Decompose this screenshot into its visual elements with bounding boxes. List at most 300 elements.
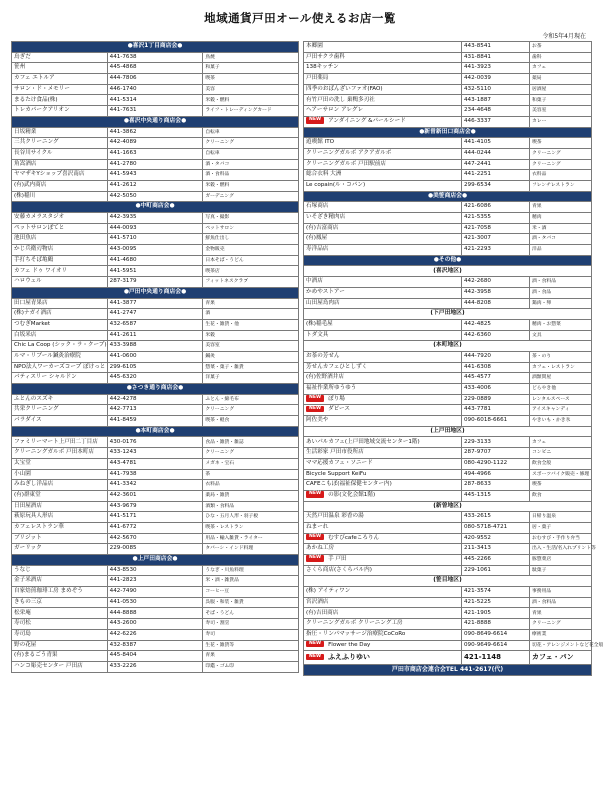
- store-name-cell: [12, 95, 108, 106]
- store-name-cell: [304, 619, 462, 630]
- store-name-cell: [12, 373, 108, 384]
- store-name: かめやストアー: [306, 288, 345, 295]
- store-phone: 421-1148: [462, 651, 530, 665]
- store-name: (有)吉田商店: [306, 609, 339, 616]
- store-name: アンダイニング &パールシード: [328, 117, 406, 124]
- store-name: ハンコ彫売センター 戸田店: [14, 662, 83, 669]
- store-category: カフェ・レストラン: [530, 362, 592, 373]
- store-row: [12, 170, 299, 181]
- store-category: どらやき他: [530, 384, 592, 395]
- store-row: [12, 148, 299, 159]
- store-phone: 442-3935: [107, 213, 203, 224]
- store-name-cell: [304, 544, 462, 555]
- store-category: お茶: [530, 42, 592, 53]
- store-phone: 445-1315: [462, 490, 530, 501]
- store-name: かじ兵衛刃物店: [14, 246, 54, 253]
- store-name-cell: [304, 42, 462, 53]
- store-phone: 421-3574: [462, 587, 530, 598]
- store-name: 松栄庵: [14, 609, 31, 616]
- store-category: 療術業: [530, 629, 592, 640]
- store-category: 青果: [203, 298, 299, 309]
- store-name-cell: [304, 74, 462, 85]
- store-row: [304, 159, 592, 170]
- store-row: [304, 533, 592, 544]
- store-category: カフェ: [530, 63, 592, 74]
- store-name: ペットサロンぽてと: [14, 224, 65, 231]
- store-row: [304, 469, 592, 480]
- store-row: [12, 255, 299, 266]
- store-phone: 444-0244: [462, 148, 530, 159]
- store-name-cell: [12, 266, 108, 277]
- store-phone: 431-8841: [462, 52, 530, 63]
- store-phone: 441-5171: [107, 512, 203, 523]
- store-phone: 080-4290-1122: [462, 458, 530, 469]
- store-name: お茶の芳せん: [306, 353, 340, 360]
- store-row: [304, 277, 592, 288]
- store-row: [304, 351, 592, 362]
- store-name: 中酒店: [306, 278, 323, 285]
- store-phone: 090-6018-6661: [462, 416, 530, 427]
- store-category: 飲食全般: [530, 458, 592, 469]
- store-phone: 446-1740: [107, 84, 203, 95]
- store-row: [12, 576, 299, 587]
- store-name-cell: [12, 437, 108, 448]
- store-name-cell: [12, 576, 108, 587]
- section-label: ●喜沢1丁目商店会●: [12, 42, 299, 53]
- store-name-cell: [12, 480, 108, 491]
- store-name-cell: [12, 52, 108, 63]
- store-name: ガーリック: [14, 545, 42, 552]
- store-phone: 494-4966: [462, 469, 530, 480]
- new-badge: NEW: [306, 491, 324, 498]
- store-name-cell: [304, 277, 462, 288]
- store-name-cell: [304, 469, 462, 480]
- store-name: 角嵩酒店: [14, 160, 37, 167]
- store-category: 飲食: [530, 490, 592, 501]
- store-category: 生花・雑貨・他: [203, 319, 299, 330]
- store-phone: 445-6320: [107, 373, 203, 384]
- store-row: [304, 522, 592, 533]
- store-category: 酒・タバコ: [203, 159, 299, 170]
- section-header: [12, 116, 299, 127]
- store-name: 阿佐美や: [306, 417, 329, 424]
- store-phone: 287-8633: [462, 480, 530, 491]
- store-category: 和菓子: [203, 63, 299, 74]
- store-row: [304, 74, 592, 85]
- store-row: [12, 619, 299, 630]
- store-category: クリーニング: [203, 405, 299, 416]
- store-category: 酒・食料品: [203, 170, 299, 181]
- store-row: [12, 127, 299, 138]
- store-name-cell: [12, 234, 108, 245]
- store-name: 山田屋鳥肉店: [306, 299, 340, 306]
- store-phone: 441-3862: [107, 127, 203, 138]
- store-name-cell: [304, 319, 462, 330]
- store-row: [12, 437, 299, 448]
- store-name: (有)佐野酒井店: [306, 374, 344, 381]
- store-name: サロン・ド・メモリー: [14, 85, 70, 92]
- store-row: [12, 448, 299, 459]
- store-category: 喫茶・レストラン: [203, 522, 299, 533]
- store-name: 長谷川サイクル: [14, 149, 53, 156]
- store-row: [12, 95, 299, 106]
- store-name: トレカパークアリオン: [14, 107, 70, 114]
- store-name-cell: [12, 298, 108, 309]
- new-badge: NEW: [306, 395, 324, 402]
- store-name: 日坂精業: [14, 128, 37, 135]
- store-category: 精肉・お惣菜: [530, 319, 592, 330]
- store-row: [304, 223, 592, 234]
- store-name: 生活彩家 戸田市役所店: [306, 449, 364, 456]
- store-phone: 430-0176: [107, 437, 203, 448]
- store-name: ヘアーサロン アレグレ: [306, 107, 364, 114]
- store-name-cell: [304, 512, 462, 523]
- store-row: [12, 234, 299, 245]
- store-row: [304, 63, 592, 74]
- store-row: [304, 544, 592, 555]
- store-name-cell: [304, 373, 462, 384]
- store-phone: 441-5943: [107, 170, 203, 181]
- store-list-right: [303, 41, 603, 676]
- store-category: 洋品: [530, 245, 592, 256]
- store-name: パティスリー シャルドン: [14, 374, 77, 381]
- store-name: あいパルカフェ(上戸田地域交流センター1階): [306, 438, 420, 445]
- store-name: 池田魚店: [14, 235, 37, 242]
- store-category: コーヒー豆: [203, 587, 299, 598]
- store-row: [304, 629, 592, 640]
- store-row: [304, 448, 592, 459]
- store-name-cell: [304, 223, 462, 234]
- store-name: 寿洋品店: [306, 246, 329, 253]
- store-category: コンビニ: [530, 448, 592, 459]
- store-name: 日田屋酒店: [14, 502, 42, 509]
- store-category: 駄菓子: [530, 565, 592, 576]
- store-phone: 433-2226: [107, 661, 203, 672]
- store-name-cell: [304, 95, 462, 106]
- store-category: 酒・食料品: [530, 277, 592, 288]
- store-phone: 441-5951: [107, 266, 203, 277]
- store-phone: 442-6226: [107, 629, 203, 640]
- new-badge: NEW: [306, 534, 324, 541]
- store-phone: 441-4105: [462, 138, 530, 149]
- store-name: クリーニングガルボ 戸田駅前店: [306, 160, 386, 167]
- store-name: ヤマザキYショップ喜沢南店: [14, 171, 85, 178]
- store-row: [12, 341, 299, 352]
- store-category: 和菓子: [530, 95, 592, 106]
- store-phone: 441-2747: [107, 309, 203, 320]
- store-name: (株) アイティワン: [306, 588, 351, 595]
- store-category: 精肉: [530, 213, 592, 224]
- store-name: カフェ ドゥ ワイオリ: [14, 267, 68, 274]
- store-name: あかね工房: [306, 545, 334, 552]
- store-name: 戸田サクラ歯科: [306, 53, 345, 60]
- store-row: [304, 180, 592, 191]
- store-name-cell: [304, 458, 462, 469]
- section-header: [304, 127, 592, 138]
- store-name: 戸田薬局: [306, 75, 329, 82]
- store-name: 小山園: [14, 470, 31, 477]
- store-name: ふとんのスズキ: [14, 395, 54, 402]
- store-category: フィットネスクラブ: [203, 277, 299, 288]
- store-name-cell: [12, 512, 108, 523]
- store-phone: 443-9679: [107, 501, 203, 512]
- store-name: 総合衣料 大洲: [306, 171, 342, 178]
- store-row: [304, 608, 592, 619]
- store-name: 手打ちそば亀鶴: [14, 256, 54, 263]
- store-name-cell: [12, 63, 108, 74]
- district-header: [304, 426, 592, 437]
- store-phone: 447-2441: [462, 159, 530, 170]
- store-phone: 441-3877: [107, 298, 203, 309]
- footer-contact: [304, 665, 592, 676]
- store-category: ガーデニング: [203, 191, 299, 202]
- store-name-cell: [12, 629, 108, 640]
- store-name-cell: [12, 319, 108, 330]
- store-name-cell: [12, 330, 108, 341]
- store-row: [304, 245, 592, 256]
- store-row: [12, 629, 299, 640]
- store-row: [304, 490, 592, 501]
- store-name: 手 戸田: [328, 556, 347, 563]
- store-name-cell: [304, 84, 462, 95]
- store-name: ファミリーマート上戸田二丁目店: [14, 438, 98, 445]
- section-label: (下戸田地区): [304, 309, 592, 320]
- store-phone: 445-4577: [462, 373, 530, 384]
- store-name-cell: [304, 629, 462, 640]
- store-name: 遊喫館 ITO: [306, 139, 335, 146]
- store-phone: 442-2680: [462, 277, 530, 288]
- store-phone: 441-2780: [107, 159, 203, 170]
- store-row: [304, 116, 592, 127]
- section-label: (本町地区): [304, 341, 592, 352]
- store-category: 酒類・食料品: [203, 501, 299, 512]
- store-phone: 441-7938: [107, 469, 203, 480]
- store-phone: 443-8530: [107, 565, 203, 576]
- store-row: [304, 640, 592, 651]
- store-category: 居酒屋: [530, 84, 592, 95]
- store-category: 写真・撮影: [203, 213, 299, 224]
- section-label: ●戸田中央通り商店会●: [12, 287, 299, 298]
- store-phone: 446-3337: [462, 116, 530, 127]
- store-name-cell: [12, 458, 108, 469]
- store-phone: 442-7713: [107, 405, 203, 416]
- store-phone: 229-0085: [107, 544, 203, 555]
- store-row: [12, 544, 299, 555]
- store-name-cell: [304, 555, 462, 566]
- store-name-cell: [12, 148, 108, 159]
- store-row: [304, 319, 592, 330]
- store-row: [304, 651, 592, 665]
- store-category: タバーシ・インド料理: [203, 544, 299, 555]
- store-name: (有)吉富商店: [306, 224, 339, 231]
- store-name-cell: [304, 106, 462, 117]
- store-name: 寿司島: [14, 630, 31, 637]
- store-name-cell: [304, 202, 462, 213]
- store-name: 有竹戸田の洗し 巣鴨多刃社: [306, 96, 375, 103]
- store-category: うなぎ・川魚料理: [203, 565, 299, 576]
- store-row: [12, 512, 299, 523]
- store-row: [12, 490, 299, 501]
- store-category: 用品・輸入雑貨・ライター: [203, 533, 299, 544]
- store-name: 共栄クリーニング: [14, 406, 59, 413]
- store-phone: 229-3133: [462, 437, 530, 448]
- store-category: 寿司: [203, 629, 299, 640]
- store-phone: 443-2600: [107, 619, 203, 630]
- store-category: 米穀・燃料: [203, 180, 299, 191]
- store-category: そば・うどん: [203, 608, 299, 619]
- store-name-cell: [12, 490, 108, 501]
- store-name: (有)群東堂: [14, 491, 41, 498]
- store-name: (株)稲毛屋: [306, 320, 333, 327]
- store-name-cell: [304, 565, 462, 576]
- store-category: クリーニング: [530, 159, 592, 170]
- store-name: ハロウェル: [14, 278, 42, 285]
- store-category: メガネ・宝石: [203, 458, 299, 469]
- new-badge: NEW: [306, 641, 324, 648]
- store-category: 寿司・割烹: [203, 619, 299, 630]
- store-phone: 441-5710: [107, 234, 203, 245]
- store-name: 宮沢酒店: [306, 598, 329, 605]
- store-category: 鳥焼: [203, 52, 299, 63]
- store-category: 自転車: [203, 148, 299, 159]
- store-row: [12, 74, 299, 85]
- section-label: 戸田市商店会連合会TEL 441-2617(代): [304, 665, 592, 676]
- store-phone: 442-6360: [462, 330, 530, 341]
- store-name: トダ文具: [306, 331, 329, 338]
- store-name-cell: [12, 651, 108, 662]
- store-row: [304, 213, 592, 224]
- store-row: [304, 95, 592, 106]
- store-name-cell: [304, 640, 462, 651]
- store-name: 本郷園: [306, 43, 323, 50]
- store-row: [12, 138, 299, 149]
- store-category: 衣料品: [203, 480, 299, 491]
- store-category: 米・酒: [530, 223, 592, 234]
- store-phone: 080-5718-4721: [462, 522, 530, 533]
- store-row: [12, 213, 299, 224]
- store-category: ライフ・トレーディングカード: [203, 106, 299, 117]
- store-category: 居・菓子: [530, 522, 592, 533]
- store-phone: 442-3601: [107, 490, 203, 501]
- store-phone: 442-7490: [107, 587, 203, 598]
- store-category: 事務用品: [530, 587, 592, 598]
- store-name-cell: [12, 362, 108, 373]
- store-phone: 433-4006: [462, 384, 530, 395]
- store-phone: 229-1061: [462, 565, 530, 576]
- store-category: 金物販売: [203, 245, 299, 256]
- store-phone: 444-8208: [462, 298, 530, 309]
- store-row: [12, 416, 299, 427]
- store-category: おむすび・手作り弁当: [530, 533, 592, 544]
- store-category: 酒: [203, 309, 299, 320]
- store-name-cell: [12, 138, 108, 149]
- store-name-cell: [12, 448, 108, 459]
- store-category: クリーニング: [203, 448, 299, 459]
- store-category: 美容: [203, 84, 299, 95]
- store-category: 呉服・和装・雑貨: [203, 597, 299, 608]
- store-name: ブリジット: [14, 534, 42, 541]
- store-row: [12, 277, 299, 288]
- store-name-cell: [12, 106, 108, 117]
- date-note: 令和5年4月現在: [542, 33, 586, 40]
- store-category: 酒・タバコ: [530, 234, 592, 245]
- section-header: [12, 384, 299, 395]
- store-name-cell: [304, 180, 462, 191]
- store-phone: 442-5670: [107, 533, 203, 544]
- district-header: [304, 266, 592, 277]
- store-phone: 443-1887: [462, 95, 530, 106]
- section-label: (笹目地区): [304, 576, 592, 587]
- new-badge: NEW: [306, 117, 324, 124]
- store-row: [304, 437, 592, 448]
- store-name-cell: [304, 287, 462, 298]
- store-row: [12, 565, 299, 576]
- store-phone: 442-3958: [462, 287, 530, 298]
- store-phone: 443-4781: [107, 458, 203, 469]
- store-category: 酒類問屋: [530, 373, 592, 384]
- section-label: ●中町商店会●: [12, 202, 299, 213]
- store-row: [12, 640, 299, 651]
- store-category: 酒・食品: [530, 287, 592, 298]
- store-name: きもの三京: [14, 598, 42, 605]
- store-name: (有)武内商店: [14, 182, 47, 189]
- store-row: [12, 245, 299, 256]
- section-header: [12, 426, 299, 437]
- store-name-cell: [304, 330, 462, 341]
- store-phone: 441-0530: [107, 597, 203, 608]
- store-name: ママ応援カフェ・ソニード: [306, 459, 373, 466]
- section-header: [12, 202, 299, 213]
- store-category: 日本そば・うどん: [203, 255, 299, 266]
- store-name-cell: [12, 640, 108, 651]
- store-name-cell: [12, 245, 108, 256]
- store-category: クリーニング: [530, 619, 592, 630]
- store-row: [12, 522, 299, 533]
- store-name-cell: [304, 533, 462, 544]
- store-row: [304, 148, 592, 159]
- store-row: [304, 587, 592, 598]
- store-phone: 090-9649-6614: [462, 640, 530, 651]
- store-phone: 234-4648: [462, 106, 530, 117]
- store-name-cell: [304, 148, 462, 159]
- store-row: [304, 597, 592, 608]
- store-name: (有)鳳屋: [306, 235, 328, 242]
- store-row: [304, 555, 592, 566]
- store-row: [12, 159, 299, 170]
- store-phone: 444-7920: [462, 351, 530, 362]
- section-header: [12, 555, 299, 566]
- store-category: 出入・生活/名入れプリント等: [530, 544, 592, 555]
- store-name-cell: [12, 277, 108, 288]
- store-name: Chic La Coop (シック・ラ・クープ): [14, 342, 107, 349]
- store-row: [12, 587, 299, 598]
- store-name: ルマ・リブール鍼灸治療院: [14, 353, 81, 360]
- store-phone: 441-2612: [107, 180, 203, 191]
- store-name: カフェ エトルア: [14, 75, 55, 82]
- store-row: [12, 608, 299, 619]
- store-category: 米・酒・雑貨品: [203, 576, 299, 587]
- store-row: [12, 458, 299, 469]
- store-row: [304, 287, 592, 298]
- section-label: ●新曽新田口商店会●: [304, 127, 592, 138]
- store-name-cell: [12, 661, 108, 672]
- store-name-cell: [12, 309, 108, 320]
- store-phone: 443-7781: [462, 405, 530, 416]
- store-phone: 441-0600: [107, 351, 203, 362]
- store-name-cell: [12, 255, 108, 266]
- store-phone: 287-3179: [107, 277, 203, 288]
- section-label: ●その他●: [304, 255, 592, 266]
